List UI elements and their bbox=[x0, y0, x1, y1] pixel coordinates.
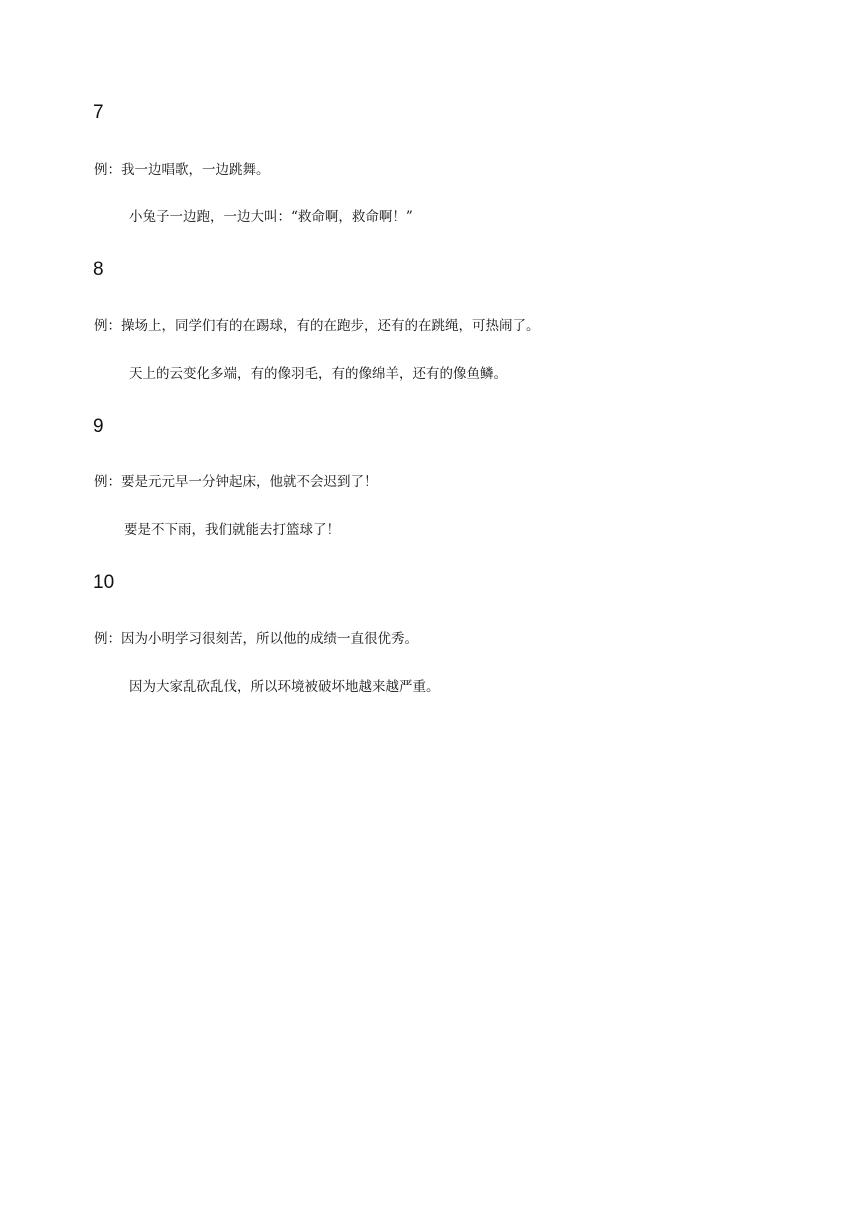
item-number-7: 7 bbox=[93, 102, 104, 123]
answer-sentence-8: 天上的云变化多端，有的像羽毛，有的像绵羊，还有的像鱼鳞。 bbox=[129, 366, 507, 382]
item-number-10: 10 bbox=[93, 572, 115, 593]
item-number-9: 9 bbox=[93, 416, 104, 437]
answer-sentence-7: 小兔子一边跑，一边大叫：“救命啊，救命啊！” bbox=[129, 209, 413, 225]
example-sentence-9: 例：要是元元早一分钟起床，他就不会迟到了！ bbox=[94, 474, 378, 490]
item-number-8: 8 bbox=[93, 259, 104, 280]
example-sentence-8: 例：操场上，同学们有的在踢球，有的在跑步，还有的在跳绳，可热闹了。 bbox=[94, 318, 540, 334]
answer-sentence-9: 要是不下雨，我们就能去打篮球了！ bbox=[124, 522, 340, 538]
example-sentence-7: 例：我一边唱歌，一边跳舞。 bbox=[94, 162, 270, 178]
answer-sentence-10: 因为大家乱砍乱伐，所以环境被破坏地越来越严重。 bbox=[129, 679, 440, 695]
example-sentence-10: 例：因为小明学习很刻苦，所以他的成绩一直很优秀。 bbox=[94, 631, 418, 647]
